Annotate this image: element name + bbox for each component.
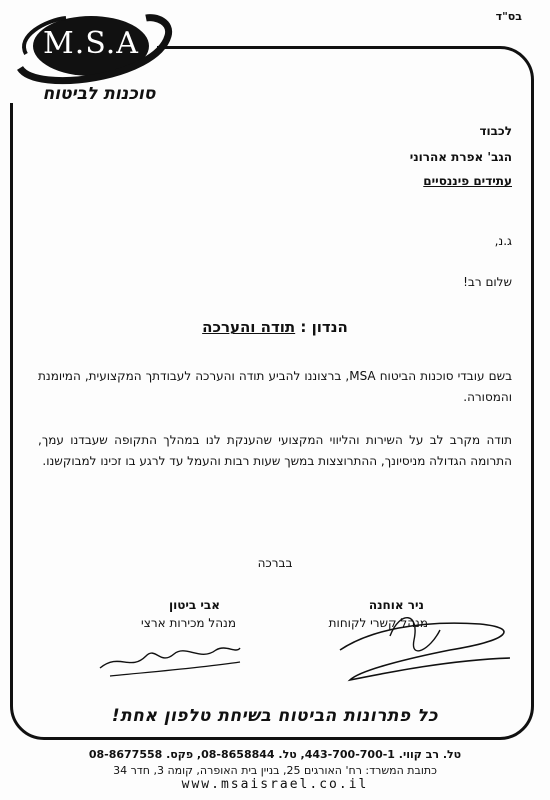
body-paragraph-2: תודה מקרב לב על השירות והליווי המקצועי שהענקת לנו במהלך התקופה שעבדנו עמך, התרומה הגדולה מניסיונך, ההתרוצצות במשך שעות רבות והעמל עד לרגע בו זכינו למבוקשנו. <box>38 433 512 468</box>
salutation: שלום רב! <box>463 275 512 289</box>
greeting-short: ג.נ, <box>494 234 512 248</box>
addressee-name: הגב' אפרת אהרוני <box>409 150 512 164</box>
signatory-title-avi: מנהל מכירות ארצי <box>141 616 236 630</box>
subject-line <box>0 318 550 336</box>
handwritten-signature-nir <box>330 600 530 690</box>
subject-label: הנדון : <box>300 318 348 336</box>
signatory-title-nir: מנהל קשרי לקוחות <box>328 616 428 630</box>
signatory-name-avi: אבי ביטון <box>168 598 220 612</box>
addressee-honor: לכבוד <box>479 124 512 138</box>
signatory-name-nir: ניר אוחנה <box>368 598 424 612</box>
slogan: כל פתרונות הביטוח בשיחת טלפון אחת! <box>111 706 439 726</box>
subject-value: תודה והערכה <box>202 318 296 336</box>
addressee-company: עתידים פיננסיים <box>423 174 512 188</box>
footer-website-link[interactable]: www.msaisrael.co.il <box>181 777 369 792</box>
footer-address: כתובת המשרד: רח' האורגים 25, בניין בית האופרה, קומה 3, חדר 34 <box>113 764 437 777</box>
body-paragraph-1: בשם עובדי סוכנות הביטוח MSA, ברצוננו להביע תודה והערכה לעבודתך המקצועית, המיומנת והמסורה. <box>38 369 513 404</box>
footer-phones: טל. רב קווי. 443-700-700-1, טל. 08-8658844, פקס. 08-8677558 <box>88 748 462 761</box>
logo-tagline: סוכנות לביטוח <box>42 84 156 104</box>
logo-text: M.S.A <box>43 26 139 61</box>
closing: בברכה <box>257 556 293 570</box>
handwritten-signature-avi <box>90 632 250 682</box>
msa-logo <box>6 6 176 116</box>
bsd-header: בס"ד <box>495 10 522 23</box>
